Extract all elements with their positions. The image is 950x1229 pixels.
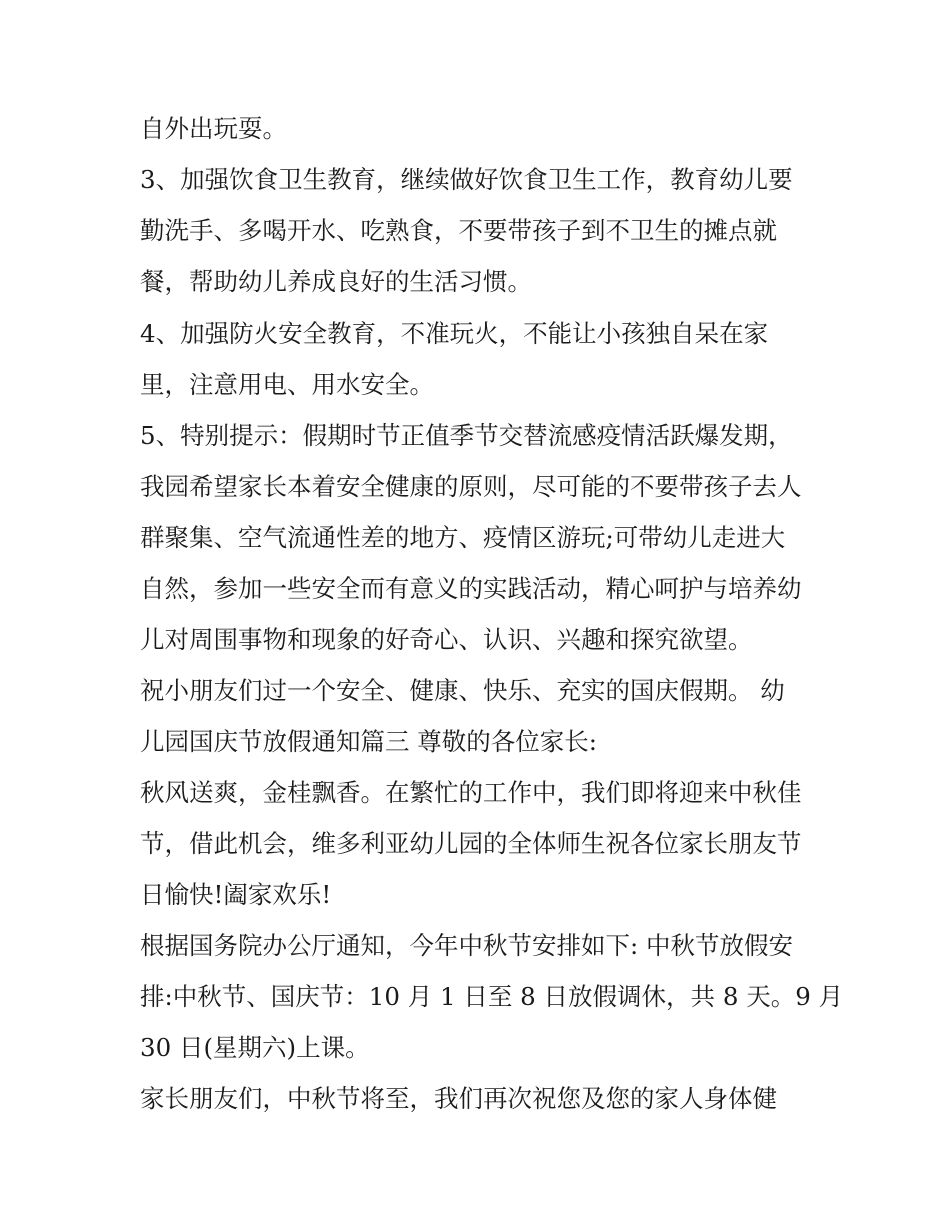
text-line: 根据国务院办公厅通知，今年中秋节安排如下: 中秋节放假安 bbox=[140, 931, 794, 960]
text-line: 日愉快!阖家欢乐! bbox=[140, 880, 332, 909]
text-line: 我园希望家长本着安全健康的原则，尽可能的不要带孩子去人 bbox=[140, 472, 802, 501]
text-line: 餐，帮助幼儿养成良好的生活习惯。 bbox=[140, 267, 532, 296]
text-line: 秋风送爽，金桂飘香。在繁忙的工作中，我们即将迎来中秋佳 bbox=[140, 778, 802, 807]
text-line: 勤洗手、多喝开水、吃熟食，不要带孩子到不卫生的摊点就 bbox=[140, 216, 777, 245]
text-line: 3、加强饮食卫生教育，继续做好饮食卫生工作，教育幼儿要 bbox=[140, 165, 793, 194]
text-line: 5、特别提示：假期时节正值季节交替流感疫情活跃爆发期， bbox=[140, 421, 793, 450]
text-line: 祝小朋友们过一个安全、健康、快乐、充实的国庆假期。 幼 bbox=[140, 676, 785, 705]
text-line: 儿园国庆节放假通知篇三 尊敬的各位家长: bbox=[140, 727, 598, 756]
text-line: 里，注意用电、用水安全。 bbox=[140, 370, 434, 399]
text-line: 4、加强防火安全教育，不准玩火，不能让小孩独自呆在家 bbox=[140, 319, 769, 348]
text-line: 群聚集、空气流通性差的地方、疫情区游玩;可带幼儿走进大 bbox=[140, 523, 786, 552]
text-line: 自外出玩耍。 bbox=[140, 114, 287, 143]
text-line: 家长朋友们，中秋节将至，我们再次祝您及您的家人身体健 bbox=[140, 1084, 777, 1113]
text-line: 排:中秋节、国庆节：10 月 1 日至 8 日放假调休，共 8 天。9 月 bbox=[140, 982, 844, 1011]
text-line: 儿对周围事物和现象的好奇心、认识、兴趣和探究欲望。 bbox=[140, 625, 753, 654]
text-line: 节，借此机会，维多利亚幼儿园的全体师生祝各位家长朋友节 bbox=[140, 829, 802, 858]
text-line: 自然，参加一些安全而有意义的实践活动，精心呵护与培养幼 bbox=[140, 574, 802, 603]
text-line: 30 日(星期六)上课。 bbox=[140, 1033, 370, 1062]
